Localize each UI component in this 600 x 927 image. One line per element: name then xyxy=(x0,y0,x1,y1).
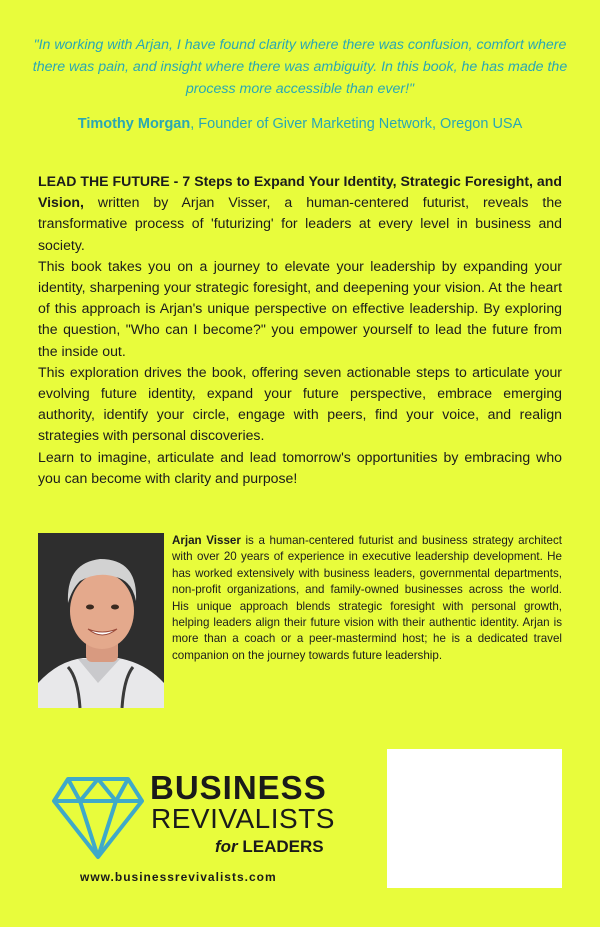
description-intro: written by Arjan Visser, a human-centered futurist, reveals the transformative process of 'futurizing' for leaders at every level in business and society. xyxy=(38,194,562,253)
endorsement-quote: "In working with Arjan, I have found clarity where there was confusion, comfort where there was pain, and insight where there was ambiguity. In this book, he has made the process more accessible than ever!" xyxy=(32,37,568,97)
author-photo xyxy=(38,533,164,708)
bio-text: is a human-centered futurist and business strategy architect with over 20 years of experience in executive leadership development. He has worked extensively with business leaders, governmental departments, non-profit organizations, and family-owned businesses across the world. His unique approach blends strategic foresight with personal growth, helping leaders align their future vision with their authentic identity. Arjan is more than a coach or a peer-mastermind host; he is a dedicated travel companion on the journey towards future leadership. xyxy=(172,534,562,662)
author-bio xyxy=(172,533,562,664)
diamond-icon xyxy=(52,773,144,861)
logo-revivalists: REVIVALISTS xyxy=(151,803,335,834)
quote-author: Timothy Morgan xyxy=(77,116,191,132)
website-url[interactable]: www.businessrevivalists.com xyxy=(80,870,277,884)
logo-for-leaders xyxy=(215,837,324,857)
logo-for: for xyxy=(215,837,238,856)
publisher-logo xyxy=(50,765,350,885)
description-paragraph-2: This book takes you on a journey to elevate your leadership by expanding your identity, sharpening your strategic foresight, and deepening your vision. At the heart of this approach is Arjan's unique perspective on effective leadership. By exploring the question, "Who can I become?" you empower yourself to lead the future from the inside out. xyxy=(38,257,562,359)
logo-leaders: LEADERS xyxy=(237,837,324,856)
logo-business: BUSINESS xyxy=(150,769,327,806)
book-title: LEAD THE FUTURE - 7 Steps to Expand Your Identity, Strategic Foresight, and Vision, xyxy=(38,173,562,211)
quote-affiliation: , Founder of Giver Marketing Network, Oregon USA xyxy=(190,116,523,132)
barcode-placeholder xyxy=(387,749,562,888)
description-paragraph-4: Learn to imagine, articulate and lead tomorrow's opportunities by embracing who you can become with clarity and purpose! xyxy=(38,448,562,486)
description-paragraph-3: This exploration drives the book, offering seven actionable steps to articulate your evolving future identity, expand your future perspective, embrace emerging authority, identify your circle, engage with peers, find your voice, and realign strategies with personal discoveries. xyxy=(38,363,562,444)
quote-attribution xyxy=(20,116,580,132)
author-name: Arjan Visser xyxy=(172,534,241,547)
book-description xyxy=(38,171,562,489)
description-paragraph-1 xyxy=(38,171,562,256)
